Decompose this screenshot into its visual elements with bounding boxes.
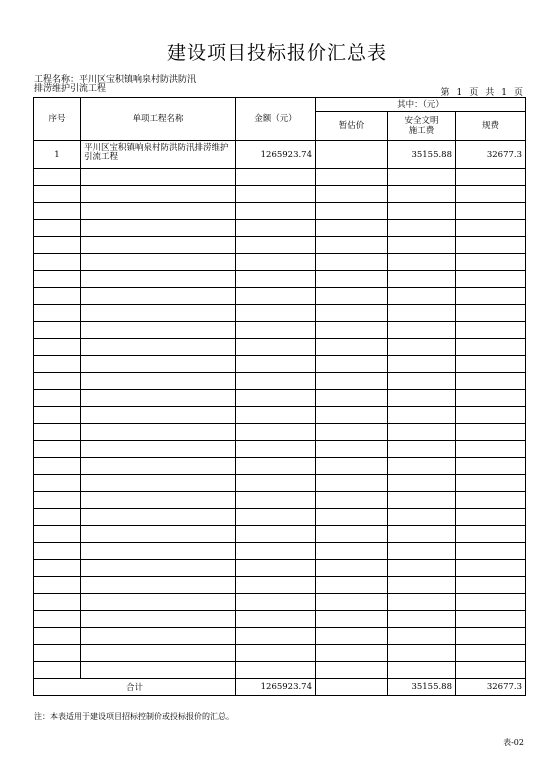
empty-cell [34,662,81,679]
empty-cell [34,339,81,356]
empty-row [34,526,526,543]
empty-cell [456,390,526,407]
empty-row [34,186,526,203]
empty-row [34,560,526,577]
empty-cell [316,220,388,237]
empty-cell [81,594,236,611]
empty-cell [81,390,236,407]
empty-cell [81,543,236,560]
empty-cell [456,339,526,356]
empty-row [34,237,526,254]
header-provisional: 暂估价 [316,112,388,141]
empty-row [34,458,526,475]
empty-cell [316,390,388,407]
empty-cell [34,271,81,288]
empty-cell [81,305,236,322]
empty-cell [34,560,81,577]
empty-cell [388,475,456,492]
empty-cell [236,577,316,594]
empty-cell [316,594,388,611]
cell-item-name: 平川区宝积镇响泉村防洪防汛排涝维护引流工程 [81,141,236,169]
empty-cell [236,339,316,356]
empty-cell [34,237,81,254]
empty-cell [236,271,316,288]
empty-cell [34,356,81,373]
empty-cell [236,662,316,679]
empty-cell [316,186,388,203]
empty-cell [81,271,236,288]
form-code: 表-02 [503,738,524,747]
empty-cell [316,560,388,577]
empty-cell [236,356,316,373]
empty-row [34,543,526,560]
total-amount: 1265923.74 [236,679,316,696]
empty-cell [316,424,388,441]
empty-cell [316,237,388,254]
empty-cell [81,424,236,441]
empty-cell [34,645,81,662]
empty-cell [456,662,526,679]
empty-cell [456,543,526,560]
empty-row [34,662,526,679]
empty-cell [236,288,316,305]
empty-cell [456,356,526,373]
empty-cell [388,271,456,288]
empty-cell [388,560,456,577]
empty-cell [316,271,388,288]
empty-cell [236,169,316,186]
empty-cell [456,611,526,628]
empty-cell [388,662,456,679]
empty-cell [456,509,526,526]
empty-cell [456,237,526,254]
empty-cell [34,594,81,611]
empty-cell [236,390,316,407]
empty-cell [34,424,81,441]
empty-row [34,356,526,373]
empty-cell [388,356,456,373]
empty-cell [316,628,388,645]
empty-row [34,220,526,237]
empty-cell [456,203,526,220]
project-name-line2: 排涝维护引流工程 [34,84,107,94]
empty-cell [388,441,456,458]
cell-seq: 1 [34,141,81,169]
empty-cell [34,458,81,475]
empty-row [34,305,526,322]
page-prefix: 第 [440,88,451,98]
empty-cell [316,475,388,492]
empty-cell [34,186,81,203]
empty-cell [236,475,316,492]
empty-row [34,509,526,526]
header-seq: 序号 [34,98,81,141]
empty-cell [81,526,236,543]
empty-cell [388,254,456,271]
empty-cell [388,509,456,526]
empty-cell [236,424,316,441]
empty-cell [388,186,456,203]
empty-cell [456,186,526,203]
header-safety [388,112,456,141]
empty-cell [34,492,81,509]
empty-cell [456,628,526,645]
empty-cell [34,577,81,594]
empty-cell [456,373,526,390]
empty-row [34,169,526,186]
empty-cell [316,407,388,424]
empty-cell [388,526,456,543]
empty-cell [316,373,388,390]
cell-provisional [316,141,388,169]
total-provisional [316,679,388,696]
empty-cell [456,645,526,662]
empty-cell [81,628,236,645]
empty-cell [81,220,236,237]
cell-safety: 35155.88 [388,141,456,169]
empty-row [34,390,526,407]
project-label: 工程名称： [34,75,80,85]
empty-cell [456,305,526,322]
empty-cell [81,662,236,679]
empty-cell [236,509,316,526]
empty-cell [81,441,236,458]
total-prefix: 共 [485,88,496,98]
empty-cell [236,305,316,322]
empty-cell [388,203,456,220]
empty-cell [34,475,81,492]
empty-cell [34,390,81,407]
page-suffix: 页 [469,88,480,98]
empty-cell [236,492,316,509]
empty-cell [81,237,236,254]
empty-row [34,441,526,458]
header-safety-line2: 施工费 [408,126,435,136]
empty-cell [388,169,456,186]
empty-cell [388,339,456,356]
empty-row [34,288,526,305]
empty-cell [81,492,236,509]
empty-row [34,611,526,628]
empty-cell [81,458,236,475]
empty-cell [316,305,388,322]
empty-cell [34,407,81,424]
cell-fees: 32677.3 [456,141,526,169]
empty-cell [81,186,236,203]
empty-cell [388,288,456,305]
project-name [34,76,196,94]
empty-cell [316,577,388,594]
empty-cell [456,560,526,577]
empty-cell [81,560,236,577]
empty-row [34,628,526,645]
empty-row [34,645,526,662]
header-safety-line1: 安全文明 [404,116,439,126]
empty-cell [388,543,456,560]
empty-cell [81,254,236,271]
cell-amount: 1265923.74 [236,141,316,169]
empty-cell [236,254,316,271]
empty-cell [236,220,316,237]
empty-cell [456,577,526,594]
empty-cell [81,169,236,186]
empty-cell [388,424,456,441]
empty-cell [236,373,316,390]
empty-cell [316,509,388,526]
empty-cell [316,645,388,662]
empty-cell [388,322,456,339]
empty-cell [316,339,388,356]
header-among: 其中：（元） [316,98,526,112]
empty-cell [456,254,526,271]
empty-cell [236,611,316,628]
empty-row [34,254,526,271]
empty-cell [388,577,456,594]
empty-cell [236,543,316,560]
empty-cell [34,628,81,645]
header-item-name: 单项工程名称 [81,98,236,141]
empty-cell [236,322,316,339]
empty-cell [34,203,81,220]
empty-cell [34,611,81,628]
empty-cell [388,594,456,611]
empty-cell [34,322,81,339]
empty-cell [388,237,456,254]
empty-cell [236,458,316,475]
empty-cell [456,407,526,424]
empty-cell [388,407,456,424]
empty-cell [388,628,456,645]
empty-cell [34,288,81,305]
empty-cell [316,662,388,679]
empty-cell [81,475,236,492]
empty-cell [34,373,81,390]
empty-row [34,492,526,509]
empty-cell [81,509,236,526]
empty-cell [316,356,388,373]
empty-cell [81,407,236,424]
empty-cell [316,458,388,475]
empty-row [34,594,526,611]
empty-cell [236,594,316,611]
empty-cell [456,169,526,186]
empty-cell [34,543,81,560]
empty-cell [316,526,388,543]
footnote: 注：本表适用于建设项目招标控制价或投标报价的汇总。 [34,712,234,721]
empty-cell [81,339,236,356]
table-row [34,141,526,169]
empty-row [34,407,526,424]
empty-cell [81,356,236,373]
empty-cell [316,203,388,220]
empty-cell [316,288,388,305]
empty-cell [236,645,316,662]
empty-cell [34,169,81,186]
empty-cell [388,305,456,322]
empty-cell [81,322,236,339]
empty-cell [236,441,316,458]
empty-cell [81,611,236,628]
empty-cell [388,611,456,628]
empty-cell [456,322,526,339]
empty-cell [236,628,316,645]
total-row [34,679,526,696]
empty-cell [81,645,236,662]
empty-cell [456,424,526,441]
empty-cell [456,288,526,305]
empty-cell [388,373,456,390]
header-amount: 金额（元） [236,98,316,141]
empty-cell [456,458,526,475]
total-suffix: 页 [513,88,524,98]
empty-cell [456,441,526,458]
empty-row [34,424,526,441]
empty-cell [236,526,316,543]
empty-cell [236,203,316,220]
empty-cell [34,220,81,237]
total-safety: 35155.88 [388,679,456,696]
empty-cell [388,492,456,509]
empty-cell [316,611,388,628]
empty-row [34,475,526,492]
page-title: 建设项目投标报价汇总表 [166,42,387,64]
empty-cell [316,254,388,271]
empty-cell [34,254,81,271]
page-number: 1 [456,88,464,98]
empty-cell [316,169,388,186]
empty-cell [456,475,526,492]
empty-cell [81,203,236,220]
empty-cell [34,441,81,458]
empty-cell [456,492,526,509]
empty-cell [236,237,316,254]
total-pages: 1 [501,88,508,98]
empty-cell [456,220,526,237]
empty-row [34,373,526,390]
empty-cell [388,645,456,662]
empty-cell [34,509,81,526]
empty-cell [236,560,316,577]
empty-cell [316,543,388,560]
empty-row [34,577,526,594]
total-fees: 32677.3 [456,679,526,696]
empty-cell [316,492,388,509]
total-label: 合计 [34,679,236,696]
empty-cell [316,322,388,339]
summary-table [33,97,526,696]
empty-cell [236,186,316,203]
empty-cell [388,220,456,237]
empty-cell [81,373,236,390]
empty-row [34,271,526,288]
empty-cell [388,458,456,475]
empty-cell [81,577,236,594]
empty-row [34,203,526,220]
empty-cell [34,305,81,322]
empty-row [34,322,526,339]
empty-cell [456,271,526,288]
header-fees: 规费 [456,112,526,141]
empty-cell [456,594,526,611]
empty-cell [316,441,388,458]
empty-cell [34,526,81,543]
empty-cell [236,407,316,424]
empty-cell [388,390,456,407]
empty-row [34,339,526,356]
empty-cell [81,288,236,305]
empty-cell [456,526,526,543]
project-name-line1: 平川区宝积镇响泉村防洪防汛 [79,75,197,85]
